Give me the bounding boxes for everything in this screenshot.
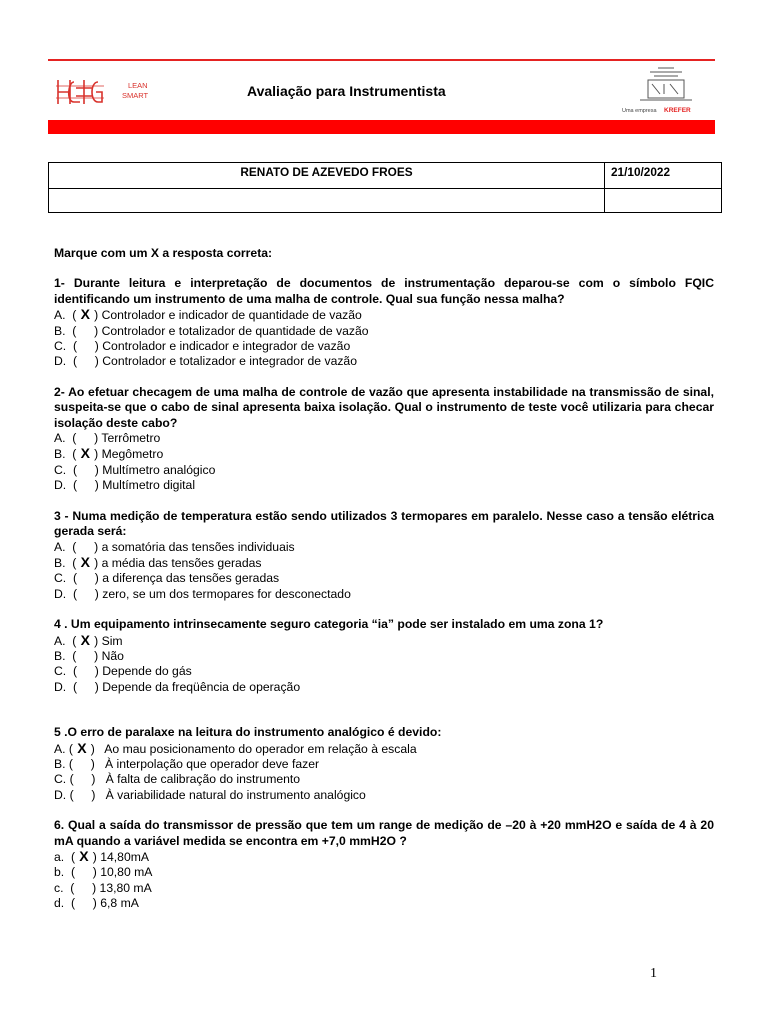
identification-row-empty bbox=[49, 189, 722, 213]
question-4 bbox=[54, 617, 714, 695]
option-letter: A. bbox=[54, 539, 66, 554]
option: c. ( ) 13,80 mA bbox=[54, 880, 152, 895]
option: B. ( ) À interpolação que operador deve fazer bbox=[54, 756, 320, 771]
option-letter: C. bbox=[54, 664, 67, 679]
option-text: Não bbox=[101, 648, 124, 663]
option: A. ( X ) Ao mau posicionamento do operador em relação à escala bbox=[54, 739, 417, 756]
question-text: 3 - Numa medição de temperatura estão sendo utilizados 3 termopares em paralelo. Nesse caso a tensão elétrica gerada será: bbox=[54, 508, 714, 539]
question-3 bbox=[54, 509, 714, 602]
answer-mark: X bbox=[79, 848, 89, 864]
question-text: 4 . Um equipamento intrinsecamente seguro categoria “ia” pode ser instalado em uma zona 1? bbox=[54, 617, 604, 632]
answer-mark: X bbox=[77, 739, 87, 756]
option: B. ( ) Não bbox=[54, 648, 124, 663]
option-text: 14,80mA bbox=[100, 850, 150, 864]
option-letter: D. bbox=[54, 354, 67, 369]
option-letter: A. bbox=[54, 633, 66, 648]
empty-cell-right bbox=[605, 189, 722, 213]
option: d. ( ) 6,8 mA bbox=[54, 896, 139, 911]
question-1 bbox=[54, 276, 714, 369]
document-title: Avaliação para Instrumentista bbox=[247, 83, 446, 99]
option: C. ( ) À falta de calibração do instrumento bbox=[54, 772, 301, 787]
option: D. ( ) Depende da freqüência de operação bbox=[54, 679, 301, 694]
option: C. ( ) Depende do gás bbox=[54, 664, 192, 679]
option-text: À variabilidade natural do instrumento analógico bbox=[105, 787, 366, 802]
option-text: a diferença das tensões geradas bbox=[102, 571, 280, 586]
option-letter: D. bbox=[54, 478, 67, 493]
option-text: Controlador e totalizador de quantidade de vazão bbox=[101, 323, 369, 338]
identification-row bbox=[49, 163, 722, 189]
option-text: a média das tensões geradas bbox=[101, 555, 262, 570]
option-text: Megômetro bbox=[101, 447, 164, 462]
option-letter: A. bbox=[54, 741, 66, 756]
option-text: Multímetro digital bbox=[102, 478, 196, 493]
option-text: Multímetro analógico bbox=[102, 462, 216, 477]
option-letter: B. bbox=[54, 756, 66, 771]
smart-text: SMART bbox=[122, 91, 149, 100]
exam-content bbox=[54, 246, 714, 927]
question-text: 1- Durante leitura e interpretação de documentos de instrumentação deparou-se com o símbolo FQIC identificando um instrumento de uma malha de controle. Qual sua função nessa malha? bbox=[54, 276, 714, 306]
option-letter: D. bbox=[54, 787, 67, 802]
option: A. ( X ) Sim bbox=[54, 631, 123, 648]
instruction: Marque com um X a resposta correta: bbox=[54, 246, 273, 260]
option: C. ( ) Multímetro analógico bbox=[54, 462, 216, 477]
option-letter: a. bbox=[54, 850, 65, 864]
option-text: 6,8 mA bbox=[100, 896, 139, 911]
page-number: 1 bbox=[650, 966, 657, 981]
option-text: À interpolação que operador deve fazer bbox=[104, 756, 320, 771]
company-tagline: Uma empresa bbox=[622, 108, 657, 114]
option-letter: D. bbox=[54, 586, 67, 601]
option-letter: A. bbox=[54, 431, 66, 446]
option: a. ( X ) 14,80mA bbox=[54, 848, 150, 864]
option: B. ( X ) Megômetro bbox=[54, 445, 164, 462]
option: B. ( ) Controlador e totalizador de quantidade de vazão bbox=[54, 323, 369, 338]
lean-smart-logo bbox=[54, 74, 174, 110]
option-text: a somatória das tensões individuais bbox=[101, 539, 295, 554]
option: D. ( ) Controlador e totalizador e integrador de vazão bbox=[54, 354, 357, 369]
option-letter: C. bbox=[54, 571, 67, 586]
lean-text: LEAN bbox=[128, 81, 148, 90]
option-letter: B. bbox=[54, 447, 66, 462]
answer-mark: X bbox=[80, 445, 90, 462]
option-letter: D. bbox=[54, 679, 67, 694]
question-6 bbox=[54, 818, 714, 911]
option: A. ( ) Terrômetro bbox=[54, 431, 161, 446]
option-text: Terrômetro bbox=[101, 431, 161, 446]
option-text: Controlador e indicador e integrador de vazão bbox=[102, 339, 351, 354]
option: B. ( X ) a média das tensões geradas bbox=[54, 553, 262, 570]
option-text: 13,80 mA bbox=[99, 880, 152, 895]
option-letter: B. bbox=[54, 555, 66, 570]
question-text: 6. Qual a saída do transmissor de pressão que tem um range de medição de –20 à +20 mmH2O e saída de 4 à 20 mA quando a variável medida se encontra em +7,0 mmH2O ? bbox=[54, 818, 714, 848]
option-text: Sim bbox=[101, 633, 123, 648]
header-top-rule bbox=[48, 59, 715, 61]
option-text: À falta de calibração do instrumento bbox=[105, 772, 301, 787]
answer-mark: X bbox=[80, 553, 90, 570]
answer-mark: X bbox=[80, 306, 90, 323]
option: A. ( X ) Controlador e indicador de quantidade de vazão bbox=[54, 306, 362, 323]
option-letter: b. bbox=[54, 865, 65, 880]
candidate-name: RENATO DE AZEVEDO FROES bbox=[49, 163, 605, 189]
option: C. ( ) a diferença das tensões geradas bbox=[54, 571, 280, 586]
option: D. ( ) Multímetro digital bbox=[54, 478, 196, 493]
question-text: 2- Ao efetuar checagem de uma malha de controle de vazão que apresenta instabilidade na transmissão de sinal, suspeita-se que o cabo de sinal apresenta baixa isolação. Qual o instrumento de teste você utilizaria para checar isolação deste cabo? bbox=[54, 384, 714, 430]
option-letter: C. bbox=[54, 339, 67, 354]
option-letter: C. bbox=[54, 462, 67, 477]
option-text: Depende do gás bbox=[102, 664, 192, 679]
option-letter: A. bbox=[54, 308, 66, 323]
krefer-text: KREFER bbox=[664, 107, 691, 114]
header-red-bar bbox=[48, 120, 715, 134]
option-text: Depende da freqüência de operação bbox=[102, 679, 301, 694]
option-letter: B. bbox=[54, 648, 66, 663]
option: D. ( ) zero, se um dos termopares for desconectado bbox=[54, 586, 351, 601]
identification-table bbox=[48, 162, 722, 213]
option-letter: B. bbox=[54, 323, 66, 338]
option: b. ( ) 10,80 mA bbox=[54, 865, 153, 880]
option: A. ( ) a somatória das tensões individuais bbox=[54, 539, 295, 554]
option-letter: c. bbox=[54, 880, 64, 895]
option-letter: C. bbox=[54, 772, 67, 787]
option-text: Controlador e totalizador e integrador de vazão bbox=[102, 354, 357, 369]
question-text: 5 .O erro de paralaxe na leitura do instrumento analógico é devido: bbox=[54, 725, 442, 740]
option: C. ( ) Controlador e indicador e integrador de vazão bbox=[54, 339, 351, 354]
option-text: zero, se um dos termopares for desconectado bbox=[102, 586, 351, 601]
company-logo bbox=[620, 66, 712, 118]
answer-mark: X bbox=[80, 631, 90, 648]
question-5 bbox=[54, 725, 714, 803]
option-text: Ao mau posicionamento do operador em relação à escala bbox=[104, 741, 417, 756]
option-letter: d. bbox=[54, 896, 65, 911]
question-2 bbox=[54, 385, 714, 494]
option: D. ( ) À variabilidade natural do instrumento analógico bbox=[54, 787, 366, 802]
empty-cell-left bbox=[49, 189, 605, 213]
exam-date: 21/10/2022 bbox=[605, 163, 722, 189]
option-text: Controlador e indicador de quantidade de vazão bbox=[101, 308, 362, 323]
option-text: 10,80 mA bbox=[100, 865, 153, 880]
